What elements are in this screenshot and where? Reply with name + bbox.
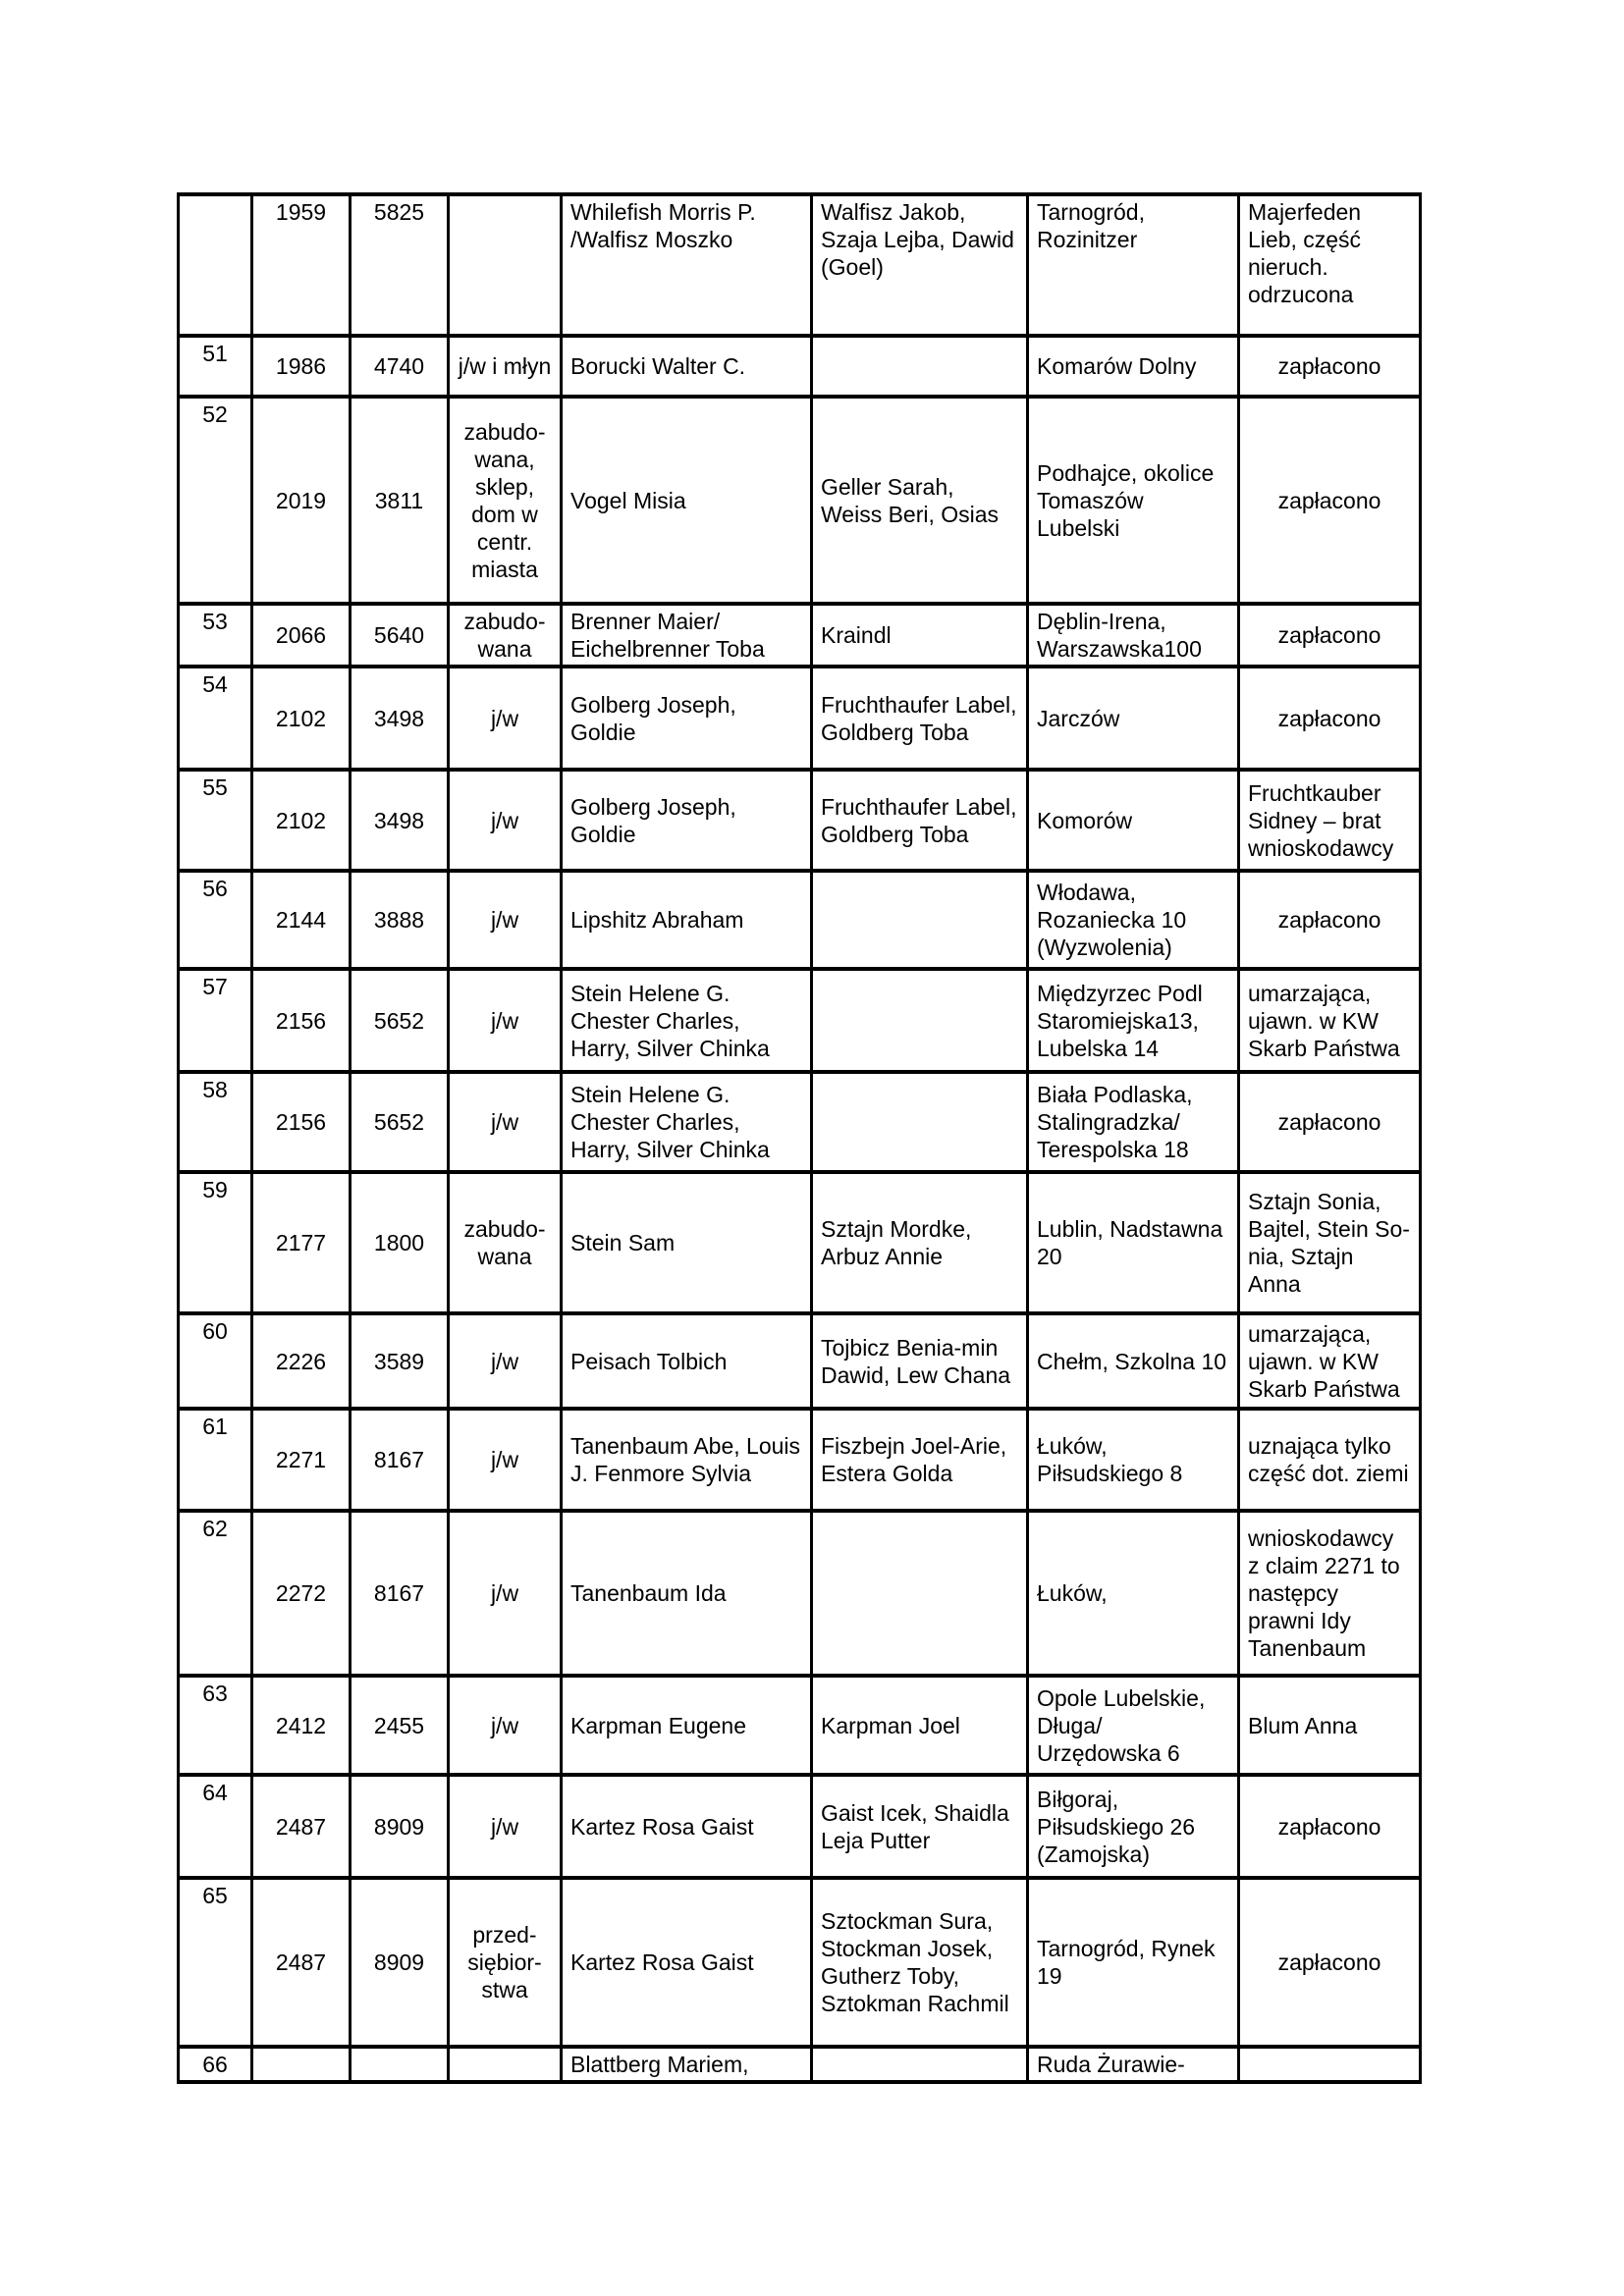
table-row xyxy=(179,336,1421,397)
table-cell: 1959 xyxy=(252,194,351,336)
table-cell: Łuków, Piłsudskiego 8 xyxy=(1028,1409,1239,1511)
table-cell: Vogel Misia xyxy=(562,397,812,604)
table-cell: 2487 xyxy=(252,1775,351,1878)
table-cell: 2226 xyxy=(252,1313,351,1409)
table-cell: Kraindl xyxy=(812,604,1028,667)
table-cell: Geller Sarah, Weiss Beri, Osias xyxy=(812,397,1028,604)
table-cell: 5652 xyxy=(351,1072,449,1172)
table-cell: uznająca tylko część dot. ziemi xyxy=(1239,1409,1421,1511)
table-cell: wnioskodawcy z claim 2271 to następcy prawni Idy Tanenbaum xyxy=(1239,1511,1421,1676)
table-cell: Fruchtkauber Sidney – brat wnioskodawcy xyxy=(1239,770,1421,871)
table-cell: zapłacono xyxy=(1239,336,1421,397)
table-row xyxy=(179,1878,1421,2047)
table-cell: 3888 xyxy=(351,871,449,969)
table-cell: umarzająca, ujawn. w KW Skarb Państwa xyxy=(1239,1313,1421,1409)
table-cell: Biłgoraj, Piłsudskiego 26 (Zamojska) xyxy=(1028,1775,1239,1878)
table-cell: Tanenbaum Abe, Louis J. Fenmore Sylvia xyxy=(562,1409,812,1511)
table-cell xyxy=(449,2047,562,2082)
table-cell: 63 xyxy=(179,1676,252,1775)
table-cell: j/w xyxy=(449,1775,562,1878)
table-cell: Sztockman Sura, Stockman Josek, Gutherz Toby, Sztokman Rachmil xyxy=(812,1878,1028,2047)
table-cell: 2271 xyxy=(252,1409,351,1511)
table-cell: 2412 xyxy=(252,1676,351,1775)
table-cell: Włodawa, Rozaniecka 10 (Wyzwolenia) xyxy=(1028,871,1239,969)
table-cell: zapłacono xyxy=(1239,1878,1421,2047)
table-cell: 5825 xyxy=(351,194,449,336)
table-cell xyxy=(449,194,562,336)
table-cell xyxy=(812,871,1028,969)
table-cell: 8909 xyxy=(351,1775,449,1878)
table-cell: zapłacono xyxy=(1239,1072,1421,1172)
table-cell: 57 xyxy=(179,969,252,1072)
table-cell: Opole Lubelskie, Długa/ Urzędowska 6 xyxy=(1028,1676,1239,1775)
table-cell: Jarczów xyxy=(1028,667,1239,770)
table-cell xyxy=(812,336,1028,397)
table-cell: 65 xyxy=(179,1878,252,2047)
table-row xyxy=(179,1676,1421,1775)
table-cell xyxy=(351,2047,449,2082)
table-cell: 2144 xyxy=(252,871,351,969)
table-cell: 1800 xyxy=(351,1172,449,1313)
table-cell: j/w xyxy=(449,1511,562,1676)
table-cell: Borucki Walter C. xyxy=(562,336,812,397)
table-cell xyxy=(252,2047,351,2082)
table-cell: j/w xyxy=(449,667,562,770)
table-cell: 5652 xyxy=(351,969,449,1072)
table-cell: Tarnogród, Rozinitzer xyxy=(1028,194,1239,336)
table-cell: Stein Helene G. Chester Charles, Harry, Silver Chinka xyxy=(562,969,812,1072)
table-cell: zabudo-wana, sklep, dom w centr. miasta xyxy=(449,397,562,604)
table-cell: 52 xyxy=(179,397,252,604)
table-cell: 2102 xyxy=(252,667,351,770)
table-cell: 2455 xyxy=(351,1676,449,1775)
table-cell: j/w xyxy=(449,1313,562,1409)
table-cell: Łuków, xyxy=(1028,1511,1239,1676)
table-row xyxy=(179,1409,1421,1511)
table-cell: Kartez Rosa Gaist xyxy=(562,1775,812,1878)
table-cell xyxy=(812,2047,1028,2082)
table-cell: j/w xyxy=(449,969,562,1072)
table-cell: Fiszbejn Joel-Arie, Estera Golda xyxy=(812,1409,1028,1511)
table-cell: j/w xyxy=(449,1072,562,1172)
table-cell: 58 xyxy=(179,1072,252,1172)
table-row xyxy=(179,2047,1421,2082)
table-cell: 55 xyxy=(179,770,252,871)
table-row xyxy=(179,667,1421,770)
table-cell: j/w xyxy=(449,770,562,871)
table-row xyxy=(179,1775,1421,1878)
table-cell: Lipshitz Abraham xyxy=(562,871,812,969)
table-cell: Lublin, Nadstawna 20 xyxy=(1028,1172,1239,1313)
table-cell: j/w xyxy=(449,1409,562,1511)
table-cell: Stein Sam xyxy=(562,1172,812,1313)
table-cell: zapłacono xyxy=(1239,1775,1421,1878)
table-cell: 8909 xyxy=(351,1878,449,2047)
table-cell: 1986 xyxy=(252,336,351,397)
table-cell: 66 xyxy=(179,2047,252,2082)
table-cell xyxy=(812,969,1028,1072)
table-row xyxy=(179,770,1421,871)
table-cell: 2066 xyxy=(252,604,351,667)
table-cell: Karpman Joel xyxy=(812,1676,1028,1775)
table-cell: Ruda Żurawie- xyxy=(1028,2047,1239,2082)
table-cell xyxy=(1239,2047,1421,2082)
table-row xyxy=(179,969,1421,1072)
table-row xyxy=(179,871,1421,969)
table-cell: 64 xyxy=(179,1775,252,1878)
table-cell xyxy=(812,1072,1028,1172)
table-cell: Stein Helene G. Chester Charles, Harry, Silver Chinka xyxy=(562,1072,812,1172)
table-cell: 53 xyxy=(179,604,252,667)
table-cell: 56 xyxy=(179,871,252,969)
table-cell: Komarów Dolny xyxy=(1028,336,1239,397)
table-cell: 51 xyxy=(179,336,252,397)
table-cell: 61 xyxy=(179,1409,252,1511)
table-cell: j/w xyxy=(449,871,562,969)
table-cell: Fruchthaufer Label, Goldberg Toba xyxy=(812,667,1028,770)
table-cell: 2102 xyxy=(252,770,351,871)
table-cell: zapłacono xyxy=(1239,667,1421,770)
table-cell: 2272 xyxy=(252,1511,351,1676)
table-cell: 2019 xyxy=(252,397,351,604)
table-cell: zapłacono xyxy=(1239,397,1421,604)
claims-table-body xyxy=(179,194,1421,2082)
table-cell: 3589 xyxy=(351,1313,449,1409)
table-cell: Tarnogród, Rynek 19 xyxy=(1028,1878,1239,2047)
table-row xyxy=(179,1172,1421,1313)
table-cell: 8167 xyxy=(351,1409,449,1511)
table-cell: 59 xyxy=(179,1172,252,1313)
table-cell: 2487 xyxy=(252,1878,351,2047)
table-cell: Whilefish Morris P. /Walfisz Moszko xyxy=(562,194,812,336)
table-cell: Fruchthaufer Label, Goldberg Toba xyxy=(812,770,1028,871)
table-cell: 62 xyxy=(179,1511,252,1676)
table-cell: Blattberg Mariem, xyxy=(562,2047,812,2082)
table-cell: 2156 xyxy=(252,969,351,1072)
table-row xyxy=(179,1511,1421,1676)
table-cell: 4740 xyxy=(351,336,449,397)
table-cell: Komorów xyxy=(1028,770,1239,871)
table-cell: Golberg Joseph, Goldie xyxy=(562,770,812,871)
table-cell: Blum Anna xyxy=(1239,1676,1421,1775)
table-cell: zapłacono xyxy=(1239,871,1421,969)
table-cell: j/w xyxy=(449,1676,562,1775)
table-cell: Międzyrzec Podl Staromiejska13, Lubelska 14 xyxy=(1028,969,1239,1072)
table-cell: 3498 xyxy=(351,770,449,871)
table-cell: Kartez Rosa Gaist xyxy=(562,1878,812,2047)
table-row xyxy=(179,604,1421,667)
table-cell: Golberg Joseph, Goldie xyxy=(562,667,812,770)
table-cell: Majerfeden Lieb, część nieruch. odrzucona xyxy=(1239,194,1421,336)
table-cell: Chełm, Szkolna 10 xyxy=(1028,1313,1239,1409)
table-cell: zabudo-wana xyxy=(449,1172,562,1313)
claims-table xyxy=(177,192,1422,2084)
table-cell: Gaist Icek, Shaidla Leja Putter xyxy=(812,1775,1028,1878)
table-row xyxy=(179,1313,1421,1409)
table-cell xyxy=(179,194,252,336)
table-cell: Podhajce, okolice Tomaszów Lubelski xyxy=(1028,397,1239,604)
table-cell: 3498 xyxy=(351,667,449,770)
table-cell: Sztajn Mordke, Arbuz Annie xyxy=(812,1172,1028,1313)
table-row xyxy=(179,397,1421,604)
table-cell: umarzająca, ujawn. w KW Skarb Państwa xyxy=(1239,969,1421,1072)
table-cell: Tojbicz Benia-min Dawid, Lew Chana xyxy=(812,1313,1028,1409)
table-cell: 5640 xyxy=(351,604,449,667)
table-cell: Karpman Eugene xyxy=(562,1676,812,1775)
table-cell xyxy=(812,1511,1028,1676)
table-cell: Biała Podlaska, Stalingradzka/ Terespolska 18 xyxy=(1028,1072,1239,1172)
table-cell: zabudo-wana xyxy=(449,604,562,667)
table-cell: Dęblin-Irena, Warszawska100 xyxy=(1028,604,1239,667)
table-cell: Brenner Maier/ Eichelbrenner Toba xyxy=(562,604,812,667)
table-cell: przed-siębior-stwa xyxy=(449,1878,562,2047)
table-cell: Walfisz Jakob, Szaja Lejba, Dawid (Goel) xyxy=(812,194,1028,336)
table-row xyxy=(179,1072,1421,1172)
table-cell: Peisach Tolbich xyxy=(562,1313,812,1409)
table-cell: 3811 xyxy=(351,397,449,604)
table-cell: 2156 xyxy=(252,1072,351,1172)
table-cell: Sztajn Sonia, Bajtel, Stein So-nia, Sztajn Anna xyxy=(1239,1172,1421,1313)
table-cell: 2177 xyxy=(252,1172,351,1313)
table-cell: j/w i młyn xyxy=(449,336,562,397)
table-row xyxy=(179,194,1421,336)
table-cell: zapłacono xyxy=(1239,604,1421,667)
table-cell: 8167 xyxy=(351,1511,449,1676)
table-cell: Tanenbaum Ida xyxy=(562,1511,812,1676)
table-cell: 60 xyxy=(179,1313,252,1409)
table-cell: 54 xyxy=(179,667,252,770)
